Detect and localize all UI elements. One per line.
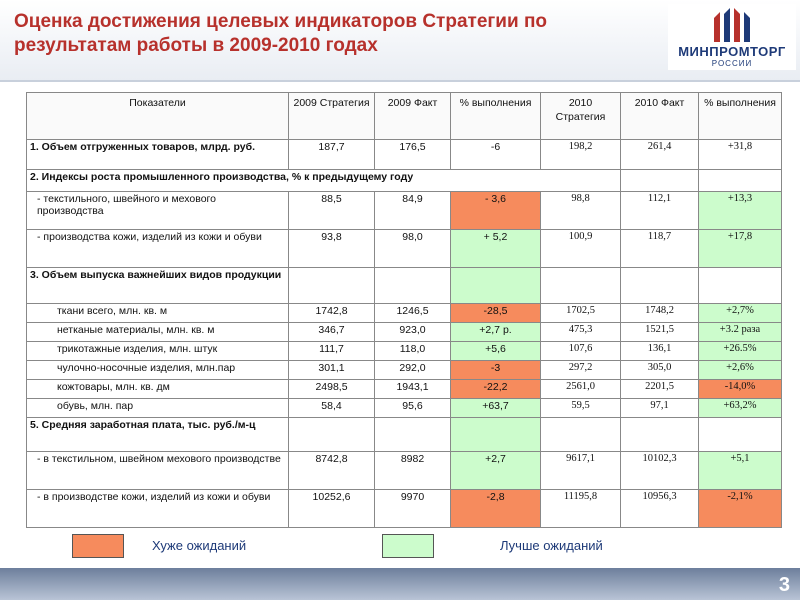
table-cell: 187,7 bbox=[289, 140, 375, 170]
column-header: 2009 Факт bbox=[375, 93, 451, 140]
table-row bbox=[27, 418, 782, 452]
row-label: - производства кожи, изделий из кожи и обуви bbox=[27, 230, 289, 268]
table-cell bbox=[451, 268, 541, 304]
page-number: 3 bbox=[778, 574, 790, 596]
table-cell: 1246,5 bbox=[375, 304, 451, 323]
table-cell: 2561,0 bbox=[541, 380, 621, 399]
table-cell: 97,1 bbox=[621, 399, 699, 418]
table-cell: 292,0 bbox=[375, 361, 451, 380]
table-cell: +63,2% bbox=[699, 399, 782, 418]
table-cell: +3.2 раза bbox=[699, 323, 782, 342]
table-cell: -2,8 bbox=[451, 490, 541, 528]
table-cell: 107,6 bbox=[541, 342, 621, 361]
row-label: кожтовары, млн. кв. дм bbox=[27, 380, 289, 399]
table-row bbox=[27, 452, 782, 490]
table-row bbox=[27, 192, 782, 230]
table-cell: 58,4 bbox=[289, 399, 375, 418]
column-header: 2010 Факт bbox=[621, 93, 699, 140]
table-cell: +31,8 bbox=[699, 140, 782, 170]
table-cell: 1702,5 bbox=[541, 304, 621, 323]
table-cell: 176,5 bbox=[375, 140, 451, 170]
table-cell bbox=[451, 418, 541, 452]
table-cell: 1943,1 bbox=[375, 380, 451, 399]
table-cell bbox=[699, 418, 782, 452]
indicators-table bbox=[26, 92, 782, 528]
table-cell bbox=[699, 268, 782, 304]
table-cell bbox=[375, 418, 451, 452]
table-cell: 9970 bbox=[375, 490, 451, 528]
table-cell: +26.5% bbox=[699, 342, 782, 361]
table-cell: 923,0 bbox=[375, 323, 451, 342]
row-label: - в текстильном, швейном мехового производстве bbox=[27, 452, 289, 490]
column-header: % выполнения bbox=[451, 93, 541, 140]
legend-worse-label: Хуже ожиданий bbox=[152, 538, 247, 553]
table-cell: 10956,3 bbox=[621, 490, 699, 528]
logo-emblem-icon bbox=[710, 6, 754, 44]
row-label: 3. Объем выпуска важнейших видов продукции bbox=[27, 268, 289, 304]
table-cell: +5,6 bbox=[451, 342, 541, 361]
table-cell: 112,1 bbox=[621, 192, 699, 230]
table-cell: +2,6% bbox=[699, 361, 782, 380]
table-cell bbox=[621, 418, 699, 452]
table-cell: - 3,6 bbox=[451, 192, 541, 230]
table-cell: 261,4 bbox=[621, 140, 699, 170]
table-cell: 198,2 bbox=[541, 140, 621, 170]
table-cell bbox=[289, 268, 375, 304]
logo-subtitle: РОССИИ bbox=[711, 59, 753, 68]
table-cell: 301,1 bbox=[289, 361, 375, 380]
row-label: - в производстве кожи, изделий из кожи и обуви bbox=[27, 490, 289, 528]
table-cell bbox=[289, 418, 375, 452]
table-cell: 1742,8 bbox=[289, 304, 375, 323]
table-cell: -2,1% bbox=[699, 490, 782, 528]
table-cell bbox=[621, 268, 699, 304]
table-cell: +2,7 bbox=[451, 452, 541, 490]
legend-better-swatch bbox=[382, 534, 434, 558]
column-header: 2010 Стратегия bbox=[541, 93, 621, 140]
indicators-table-container bbox=[26, 92, 781, 528]
table-cell bbox=[541, 268, 621, 304]
row-label: 2. Индексы роста промышленного производства, % к предыдущему году bbox=[27, 170, 541, 192]
table-cell: 93,8 bbox=[289, 230, 375, 268]
table-cell bbox=[621, 170, 699, 192]
table-cell: + 5,2 bbox=[451, 230, 541, 268]
table-cell bbox=[541, 170, 621, 192]
table-cell: 95,6 bbox=[375, 399, 451, 418]
legend-worse-swatch bbox=[72, 534, 124, 558]
ministry-logo bbox=[668, 4, 796, 70]
column-header: Показатели bbox=[27, 93, 289, 140]
table-row bbox=[27, 342, 782, 361]
table-cell: 98,0 bbox=[375, 230, 451, 268]
table-cell: +2,7 р. bbox=[451, 323, 541, 342]
table-cell: 118,7 bbox=[621, 230, 699, 268]
table-cell: 297,2 bbox=[541, 361, 621, 380]
table-cell: -22,2 bbox=[451, 380, 541, 399]
table-cell: 111,7 bbox=[289, 342, 375, 361]
table-cell: 1521,5 bbox=[621, 323, 699, 342]
row-label: ткани всего, млн. кв. м bbox=[27, 304, 289, 323]
row-label: обувь, млн. пар bbox=[27, 399, 289, 418]
table-cell: 59,5 bbox=[541, 399, 621, 418]
table-cell: 10102,3 bbox=[621, 452, 699, 490]
table-row bbox=[27, 230, 782, 268]
row-label: нетканые материалы, млн. кв. м bbox=[27, 323, 289, 342]
table-cell: 346,7 bbox=[289, 323, 375, 342]
table-row bbox=[27, 490, 782, 528]
table-cell: +2,7% bbox=[699, 304, 782, 323]
table-cell: 8742,8 bbox=[289, 452, 375, 490]
table-cell bbox=[699, 170, 782, 192]
table-row bbox=[27, 380, 782, 399]
table-cell: -3 bbox=[451, 361, 541, 380]
table-row bbox=[27, 361, 782, 380]
table-cell: 2498,5 bbox=[289, 380, 375, 399]
table-cell: 11195,8 bbox=[541, 490, 621, 528]
table-row bbox=[27, 140, 782, 170]
table-cell: 10252,6 bbox=[289, 490, 375, 528]
table-cell: 305,0 bbox=[621, 361, 699, 380]
table-cell: +63,7 bbox=[451, 399, 541, 418]
table-cell: 9617,1 bbox=[541, 452, 621, 490]
table-cell: +13,3 bbox=[699, 192, 782, 230]
table-cell: -28,5 bbox=[451, 304, 541, 323]
table-cell: 136,1 bbox=[621, 342, 699, 361]
slide-title: Оценка достижения целевых индикаторов Стратегии по результатам работы в 2009-2010 годах bbox=[14, 11, 548, 56]
column-header: 2009 Стратегия bbox=[289, 93, 375, 140]
column-header: % выполнения bbox=[699, 93, 782, 140]
table-cell: -14,0% bbox=[699, 380, 782, 399]
table-cell: -6 bbox=[451, 140, 541, 170]
row-label: 1. Объем отгруженных товаров, млрд. руб. bbox=[27, 140, 289, 170]
table-row bbox=[27, 323, 782, 342]
table-cell: 118,0 bbox=[375, 342, 451, 361]
table-cell: 475,3 bbox=[541, 323, 621, 342]
slide-header bbox=[0, 0, 800, 82]
table-cell: 98,8 bbox=[541, 192, 621, 230]
table-row bbox=[27, 304, 782, 323]
table-row bbox=[27, 399, 782, 418]
table-cell: 1748,2 bbox=[621, 304, 699, 323]
row-label: - текстильного, швейного и мехового производства bbox=[27, 192, 289, 230]
table-cell: 100,9 bbox=[541, 230, 621, 268]
table-cell: 88,5 bbox=[289, 192, 375, 230]
table-cell: 2201,5 bbox=[621, 380, 699, 399]
legend-better-label: Лучше ожиданий bbox=[500, 538, 603, 553]
table-row bbox=[27, 170, 782, 192]
table-cell bbox=[541, 418, 621, 452]
table-cell: +17,8 bbox=[699, 230, 782, 268]
table-cell: +5,1 bbox=[699, 452, 782, 490]
table-cell: 84,9 bbox=[375, 192, 451, 230]
table-row bbox=[27, 268, 782, 304]
logo-name: МИНПРОМТОРГ bbox=[678, 44, 786, 59]
row-label: чулочно-носочные изделия, млн.пар bbox=[27, 361, 289, 380]
table-header-row bbox=[27, 93, 782, 140]
table-cell bbox=[375, 268, 451, 304]
row-label: трикотажные изделия, млн. штук bbox=[27, 342, 289, 361]
row-label: 5. Средняя заработная плата, тыс. руб./м-ц bbox=[27, 418, 289, 452]
slide-footer bbox=[0, 568, 800, 600]
table-cell: 8982 bbox=[375, 452, 451, 490]
table-body bbox=[27, 140, 782, 528]
